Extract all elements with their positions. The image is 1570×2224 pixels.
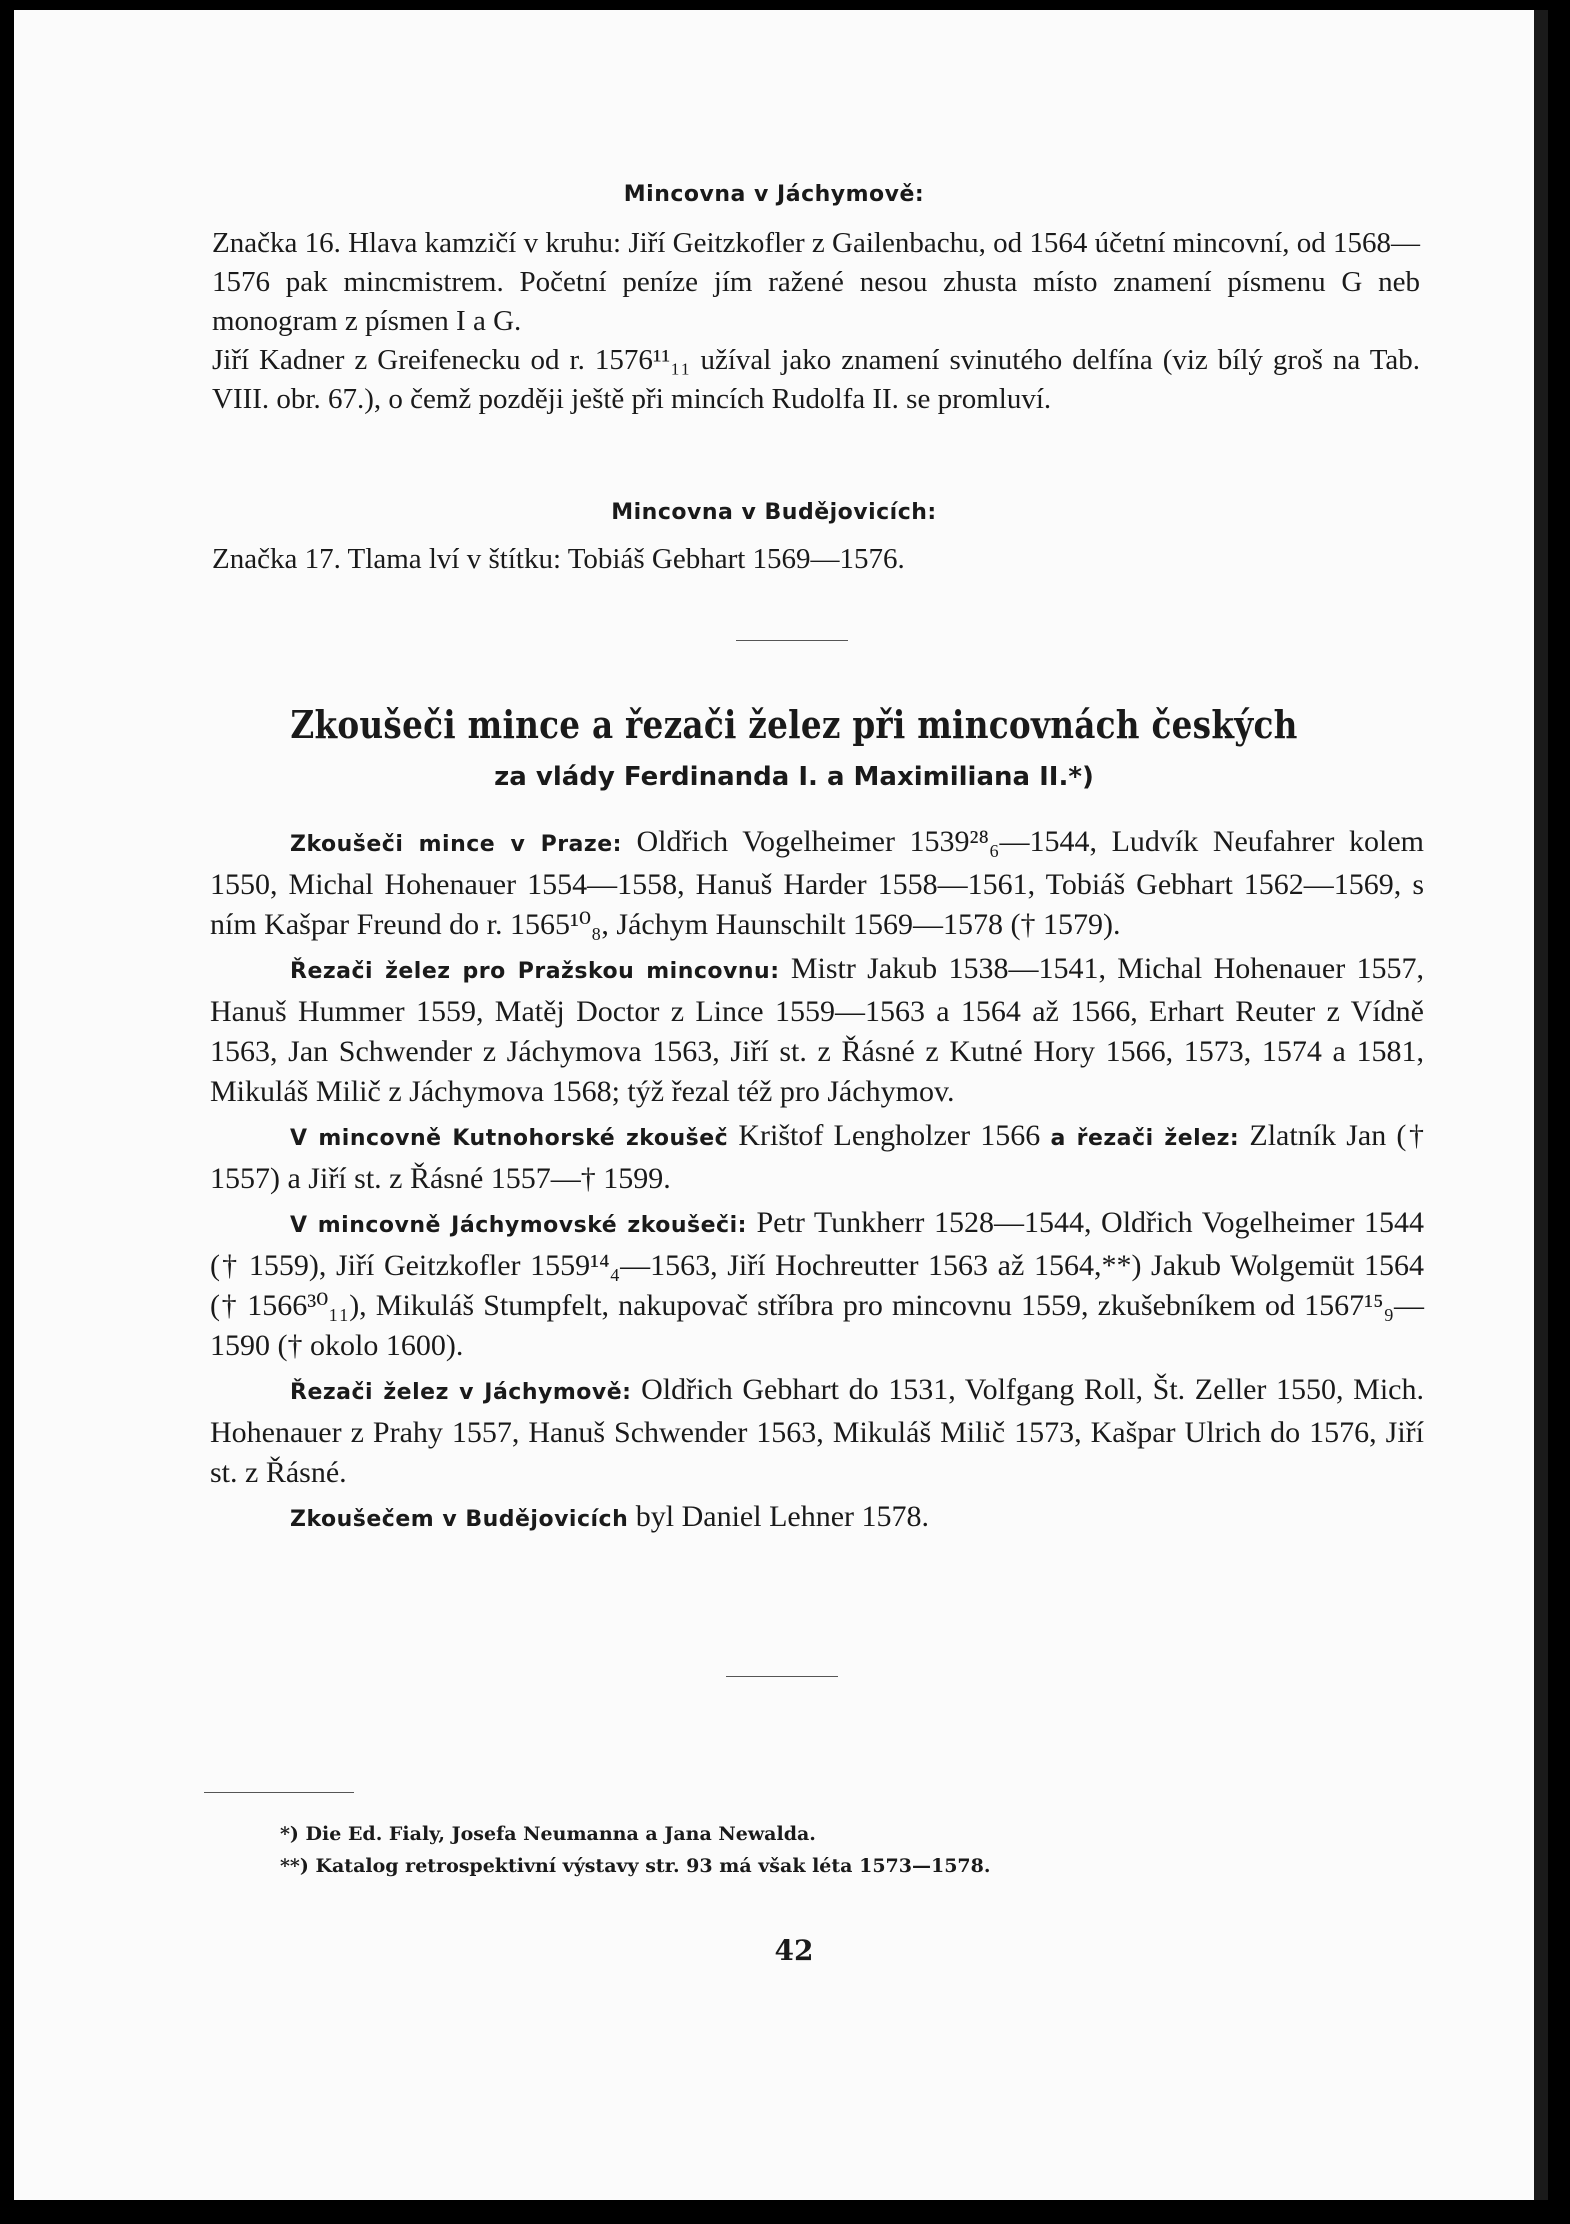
text-engravers-prague: Mistr Jakub 1538—1541, Michal Hohenauer 1557, Hanuš Hummer 1559, Matěj Doctor z Lince 1559—1563 a 1564 až 1566, Erhart Reuter z Vídně 1563, Jan Schwender z Jáchymova 1563, Jiří st. z Řásné z Kutné Hory 1566, 1573, 1574 a 1581, Mikuláš Milič z Jáchymova 1568; týž řezal též pro Jáchymov. [210, 952, 1424, 1108]
lead-assayer-budejovice: Zkoušečem v Budějovicích [290, 1507, 629, 1532]
lead-assayers-jachymov: V mincovně Jáchymovské zkoušeči: [290, 1213, 747, 1238]
article-body [210, 822, 1424, 1544]
end-divider [726, 1676, 838, 1677]
text-assayers-jachymov: Petr Tunkherr 1528—1544, Oldřich Vogelheimer 1544 († 1559), Jiří Geitzkofler 1559¹⁴₄—1563, Jiří Hochreutter 1563 až 1564,**) Jakub Wolgemüt 1564 († 1566³⁰₁₁), Mikuláš Stumpfelt, nakupovač stříbra pro mincovnu 1559, zkušebníkem od 1567¹⁵₉—1590 († okolo 1600). [210, 1206, 1424, 1362]
footnote-rule [204, 1792, 354, 1793]
page-number: 42 [774, 1934, 814, 1967]
text2-kutna-hora: Zlatník Jan († 1557) a Jiří st. z Řásné 1557—† 1599. [210, 1119, 1425, 1195]
footnotes [280, 1818, 1280, 1882]
section-body-budejovice [212, 540, 1420, 579]
lead2-kutna-hora: a řezači želez: [1050, 1126, 1240, 1151]
text-engravers-jachymov: Oldřich Gebhart do 1531, Volfgang Roll, Št. Zeller 1550, Mich. Hohenauer z Prahy 1557, Hanuš Schwender 1563, Mikuláš Milič 1573, Kašpar Ulrich do 1576, Jiří st. z Řásné. [210, 1373, 1424, 1489]
paragraph-engravers-jachymov [210, 1370, 1424, 1493]
section-heading-budejovice: Mincovna v Budějovicích: [611, 500, 937, 525]
paragraph-assayers-prague [210, 822, 1424, 945]
article-subtitle: za vlády Ferdinanda I. a Maximiliana II.*) [494, 762, 1094, 792]
document-page [14, 10, 1548, 2200]
paragraph-assayer-budejovice [210, 1497, 1424, 1540]
lead-assayers-prague: Zkoušeči mince v Praze: [290, 832, 622, 857]
lead-engravers-prague: Řezači želez pro Pražskou mincovnu: [290, 959, 780, 984]
footnote-2: **) Katalog retrospektivní výstavy str. 93 má však léta 1573—1578. [280, 1855, 991, 1877]
footnote-1: *) Die Ed. Fialy, Josefa Neumanna a Jana Newalda. [280, 1823, 816, 1845]
lead-kutna-hora: V mincovně Kutnohorské zkoušeč [290, 1126, 729, 1151]
paragraph-engravers-prague [210, 949, 1424, 1112]
paragraph-assayers-jachymov [210, 1203, 1424, 1366]
paragraph-mark-17: Značka 17. Tlama lví v štítku: Tobiáš Gebhart 1569—1576. [212, 543, 905, 575]
text-assayer-budejovice: byl Daniel Lehner 1578. [628, 1500, 930, 1533]
paragraph-kadner: Jiří Kadner z Greifenecku od r. 1576¹¹₁₁ užíval jako znamení svinutého delfína (viz bílý groš na Tab. VIII. obr. 67.), o čemž později ještě při mincích Rudolfa II. se promluví. [212, 344, 1420, 415]
text-assayers-prague: Oldřich Vogelheimer 1539²⁸₆—1544, Ludvík Neufahrer kolem 1550, Michal Hohenauer 1554—1558, Hanuš Harder 1558—1561, Tobiáš Gebhart 1562—1569, s ním Kašpar Freund do r. 1565¹⁰₈, Jáchym Haunschilt 1569—1578 († 1579). [210, 825, 1424, 941]
paragraph-mark-16: Značka 16. Hlava kamzičí v kruhu: Jiří Geitzkofler z Gailenbachu, od 1564 účetní mincovní, od 1568—1576 pak mincmistrem. Početní peníze jím ražené nesou zhusta místo znamení písmenu G neb monogram z písmen I a G. [212, 227, 1420, 337]
paragraph-kutna-hora [210, 1116, 1424, 1199]
article-title: Zkoušeči mince a řezači želez při mincovnách českých [290, 702, 1298, 747]
section-divider [736, 640, 848, 641]
lead-engravers-jachymov: Řezači želez v Jáchymově: [290, 1380, 632, 1405]
text-kutna-hora: Krištof Lengholzer 1566 [728, 1119, 1051, 1152]
section-heading-jachymov: Mincovna v Jáchymově: [623, 182, 925, 207]
section-body-jachymov [212, 224, 1420, 419]
